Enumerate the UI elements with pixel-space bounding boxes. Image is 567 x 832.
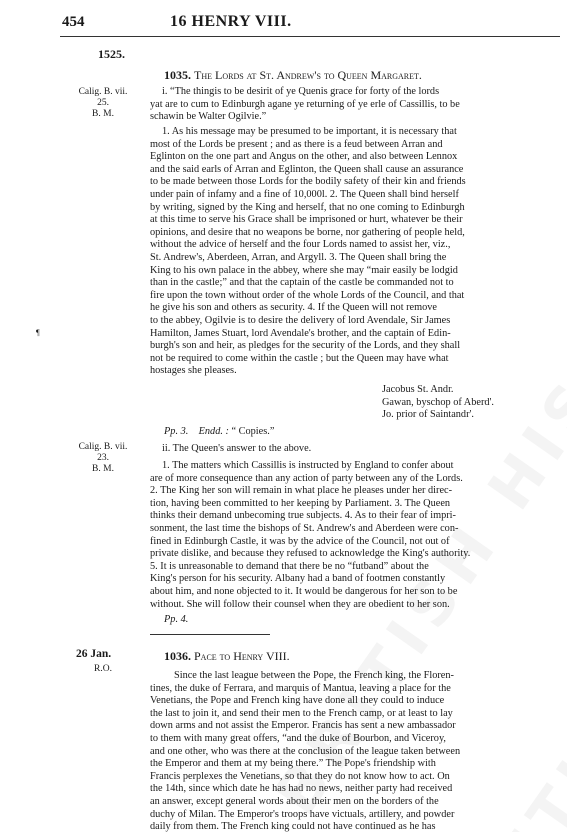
text-line: ii. The Queen's answer to the above.: [162, 443, 312, 454]
pages-label: Pp. 3.: [164, 426, 189, 437]
text-line: than in the castle;” and that the captain of the castle be commanded not to: [150, 277, 454, 289]
margin-ref-line: B. M.: [92, 464, 114, 474]
text-line: daily from them. The French king could not have continued as he has: [150, 821, 436, 832]
text-line: thinks their demand unbecoming true subjects. 4. As to their fear of impri-: [150, 510, 456, 522]
text-line: Venetians, the Pope and French king have done all they could to induce: [150, 695, 445, 707]
entry-title: The Lords at St. Andrew's to Queen Margaret.: [194, 68, 422, 82]
text-line: 1. The matters which Cassillis is instructed by England to confer about: [162, 460, 454, 471]
text-line: 2. The King her son will remain in what place he pleases under her direc-: [150, 485, 453, 497]
text-line: yat are to cum to Edinburgh agane ye returning of ye erle of Cassillis, to be: [150, 98, 460, 110]
signature-line: Gawan, byschop of Aberd'.: [382, 396, 494, 408]
text-line: schawin be Walter Ogilvie.”: [150, 111, 267, 123]
page-number: 454: [62, 14, 85, 30]
signature-line: Jo. prior of Saintandr'.: [382, 409, 474, 421]
text-line: Eglinton on the one part and Angus on the other, and also between Lennox: [150, 151, 458, 163]
pages-label-2: Pp. 4.: [164, 614, 189, 625]
text-line: hostages she pleases.: [150, 365, 237, 377]
stray-mark: ¶: [36, 328, 40, 337]
text-line: an answer, except general words about their men on the borders of the: [150, 795, 439, 807]
text-line: down arms and not assist the Emperor. Francis has sent a new ambassador: [150, 720, 456, 732]
margin-ref-line: Calig. B. vii.: [78, 87, 128, 97]
signatures: [382, 384, 494, 422]
text-line: by writing, signed by the King and herself, that no one coming to Edinburgh: [150, 201, 465, 213]
text-line: 5. It is unreasonable to demand that there be no “futband” about the: [150, 560, 429, 572]
text-line: duchy of Milan. The Emperor's troops have victuals, artillery, and powder: [150, 808, 455, 820]
text-line: St. Andrew's, Aberdeen, Arran, and Argyll. 3. The Queen shall bring the: [150, 251, 447, 263]
text-line: the last to join it, and send their men to the French camp, or at least to lay: [150, 707, 453, 719]
margin-reference-3: R.O.: [94, 664, 112, 674]
text-line: King to his own palace in the abbey, where she may “mair easily be lodgid: [150, 264, 458, 276]
text-line: the Emperor and them at my being there.” The Pope's friendship with: [150, 758, 436, 770]
text-line: Francis perplexes the Venetians, so that they do not know how to act. On: [150, 770, 450, 782]
text-line: 1. As his message may be presumed to be important, it is necessary that: [162, 126, 457, 137]
text-line: without. She will follow their counsel when they are obedient to her son.: [150, 598, 450, 610]
part-i-paragraph: [150, 126, 558, 378]
text-line: and one other, who was there at the conclusion of the league taken between: [150, 745, 461, 757]
margin-reference: [68, 87, 138, 120]
entry-number: 1035.: [164, 68, 191, 82]
pages-endorsement: [164, 426, 274, 437]
entry-1035-heading: [164, 68, 422, 83]
text-line: opinions, and desire that no weapons be borne, nor gathering of people held,: [150, 226, 465, 238]
text-line: the 14th, since which date he has had no news, neither party had received: [150, 783, 453, 795]
entry-1036-date: 26 Jan.: [76, 648, 112, 660]
margin-ref-line: Calig. B. vii.: [78, 442, 128, 452]
part-ii-heading: [150, 443, 558, 456]
text-line: tines, the duke of Ferrara, and marquis of Mantua, leaving a place for the: [150, 682, 451, 694]
text-line: sonment, the last time the bishops of St. Andrew's and Aberdeen were con-: [150, 522, 459, 534]
running-title: 16 HENRY VIII.: [170, 13, 292, 30]
text-line: most of the Lords be present ; and as there is a feud between Arran and: [150, 138, 443, 150]
text-line: at this time to serve his Grace shall be imprisoned or hurt, whatever be their: [150, 214, 463, 226]
text-line: are of more consequence than any action of party between any of the Lords.: [150, 472, 463, 484]
text-line: fined in Edinburgh Castle, it was by the advice of the Council, not out of: [150, 535, 450, 547]
entry-separator: [150, 634, 270, 635]
entry-title: Pace to Henry VIII.: [194, 649, 290, 663]
text-line: without the advice of herself and the four Lords named to assist her, viz.,: [150, 239, 451, 251]
text-line: to the abbey, Ogilvie is to desire the delivery of lord Avendale, Sir James: [150, 314, 451, 326]
text-line: burgh's son and heir, as pledges for the security of the Lords, and they shall: [150, 340, 461, 352]
text-line: private dislike, and because they refused to acknowledge the King's authority.: [150, 548, 471, 560]
text-line: tion, having been committed to her keeping by Parliament. 3. The Queen: [150, 497, 451, 509]
queens-answer-paragraph: [150, 460, 558, 611]
entry-1036-heading: [164, 649, 290, 664]
text-line: to be made between those Lords for the bodily safety of their kin and friends: [150, 176, 466, 188]
margin-ref-line: B. M.: [92, 109, 114, 119]
text-line: not be required to come within the castle ; but the Queen may have what: [150, 352, 449, 364]
entry-1036-text: [150, 670, 558, 832]
margin-ref-line: 25.: [97, 98, 109, 108]
text-line: i. “The thingis to be desirit of ye Quenis grace for forty of the lords: [162, 86, 440, 97]
text-line: Hamilton, James Stuart, lord Avendale's brother, and the captain of Edin-: [150, 327, 451, 339]
text-line: about him, and none objected to it. It would be dangerous for her son to be: [150, 585, 458, 597]
text-line: King's person for his security. Albany had a band of footmen constantly: [150, 573, 446, 585]
text-line: fire upon the town without order of the whole Lords of the Council, and that: [150, 289, 465, 301]
text-line: he give his son and others as security. 4. If the Queen will not remove: [150, 302, 438, 314]
text-line: Since the last league between the Pope, the French king, the Floren-: [174, 670, 454, 681]
margin-ref-line: 23.: [97, 453, 109, 463]
endorsement-text: “ Copies.”: [231, 426, 275, 437]
entry-number: 1036.: [164, 649, 191, 663]
text-line: under pain of infamy and a fine of 10,000l. 2. The Queen shall bind herself: [150, 188, 459, 200]
signature-line: Jacobus St. Andr.: [382, 384, 454, 395]
header-rule: [60, 36, 560, 37]
part-i-text: [150, 86, 558, 124]
text-line: and the said earls of Arran and Eglinton, the Queen shall cause an assurance: [150, 163, 464, 175]
text-line: to them with many great offers, “and the duke of Bourbon, and Viceroy,: [150, 732, 447, 744]
margin-reference-2: [68, 442, 138, 475]
year-label: 1525.: [98, 47, 125, 61]
endorsement-label: Endd. :: [198, 426, 229, 437]
